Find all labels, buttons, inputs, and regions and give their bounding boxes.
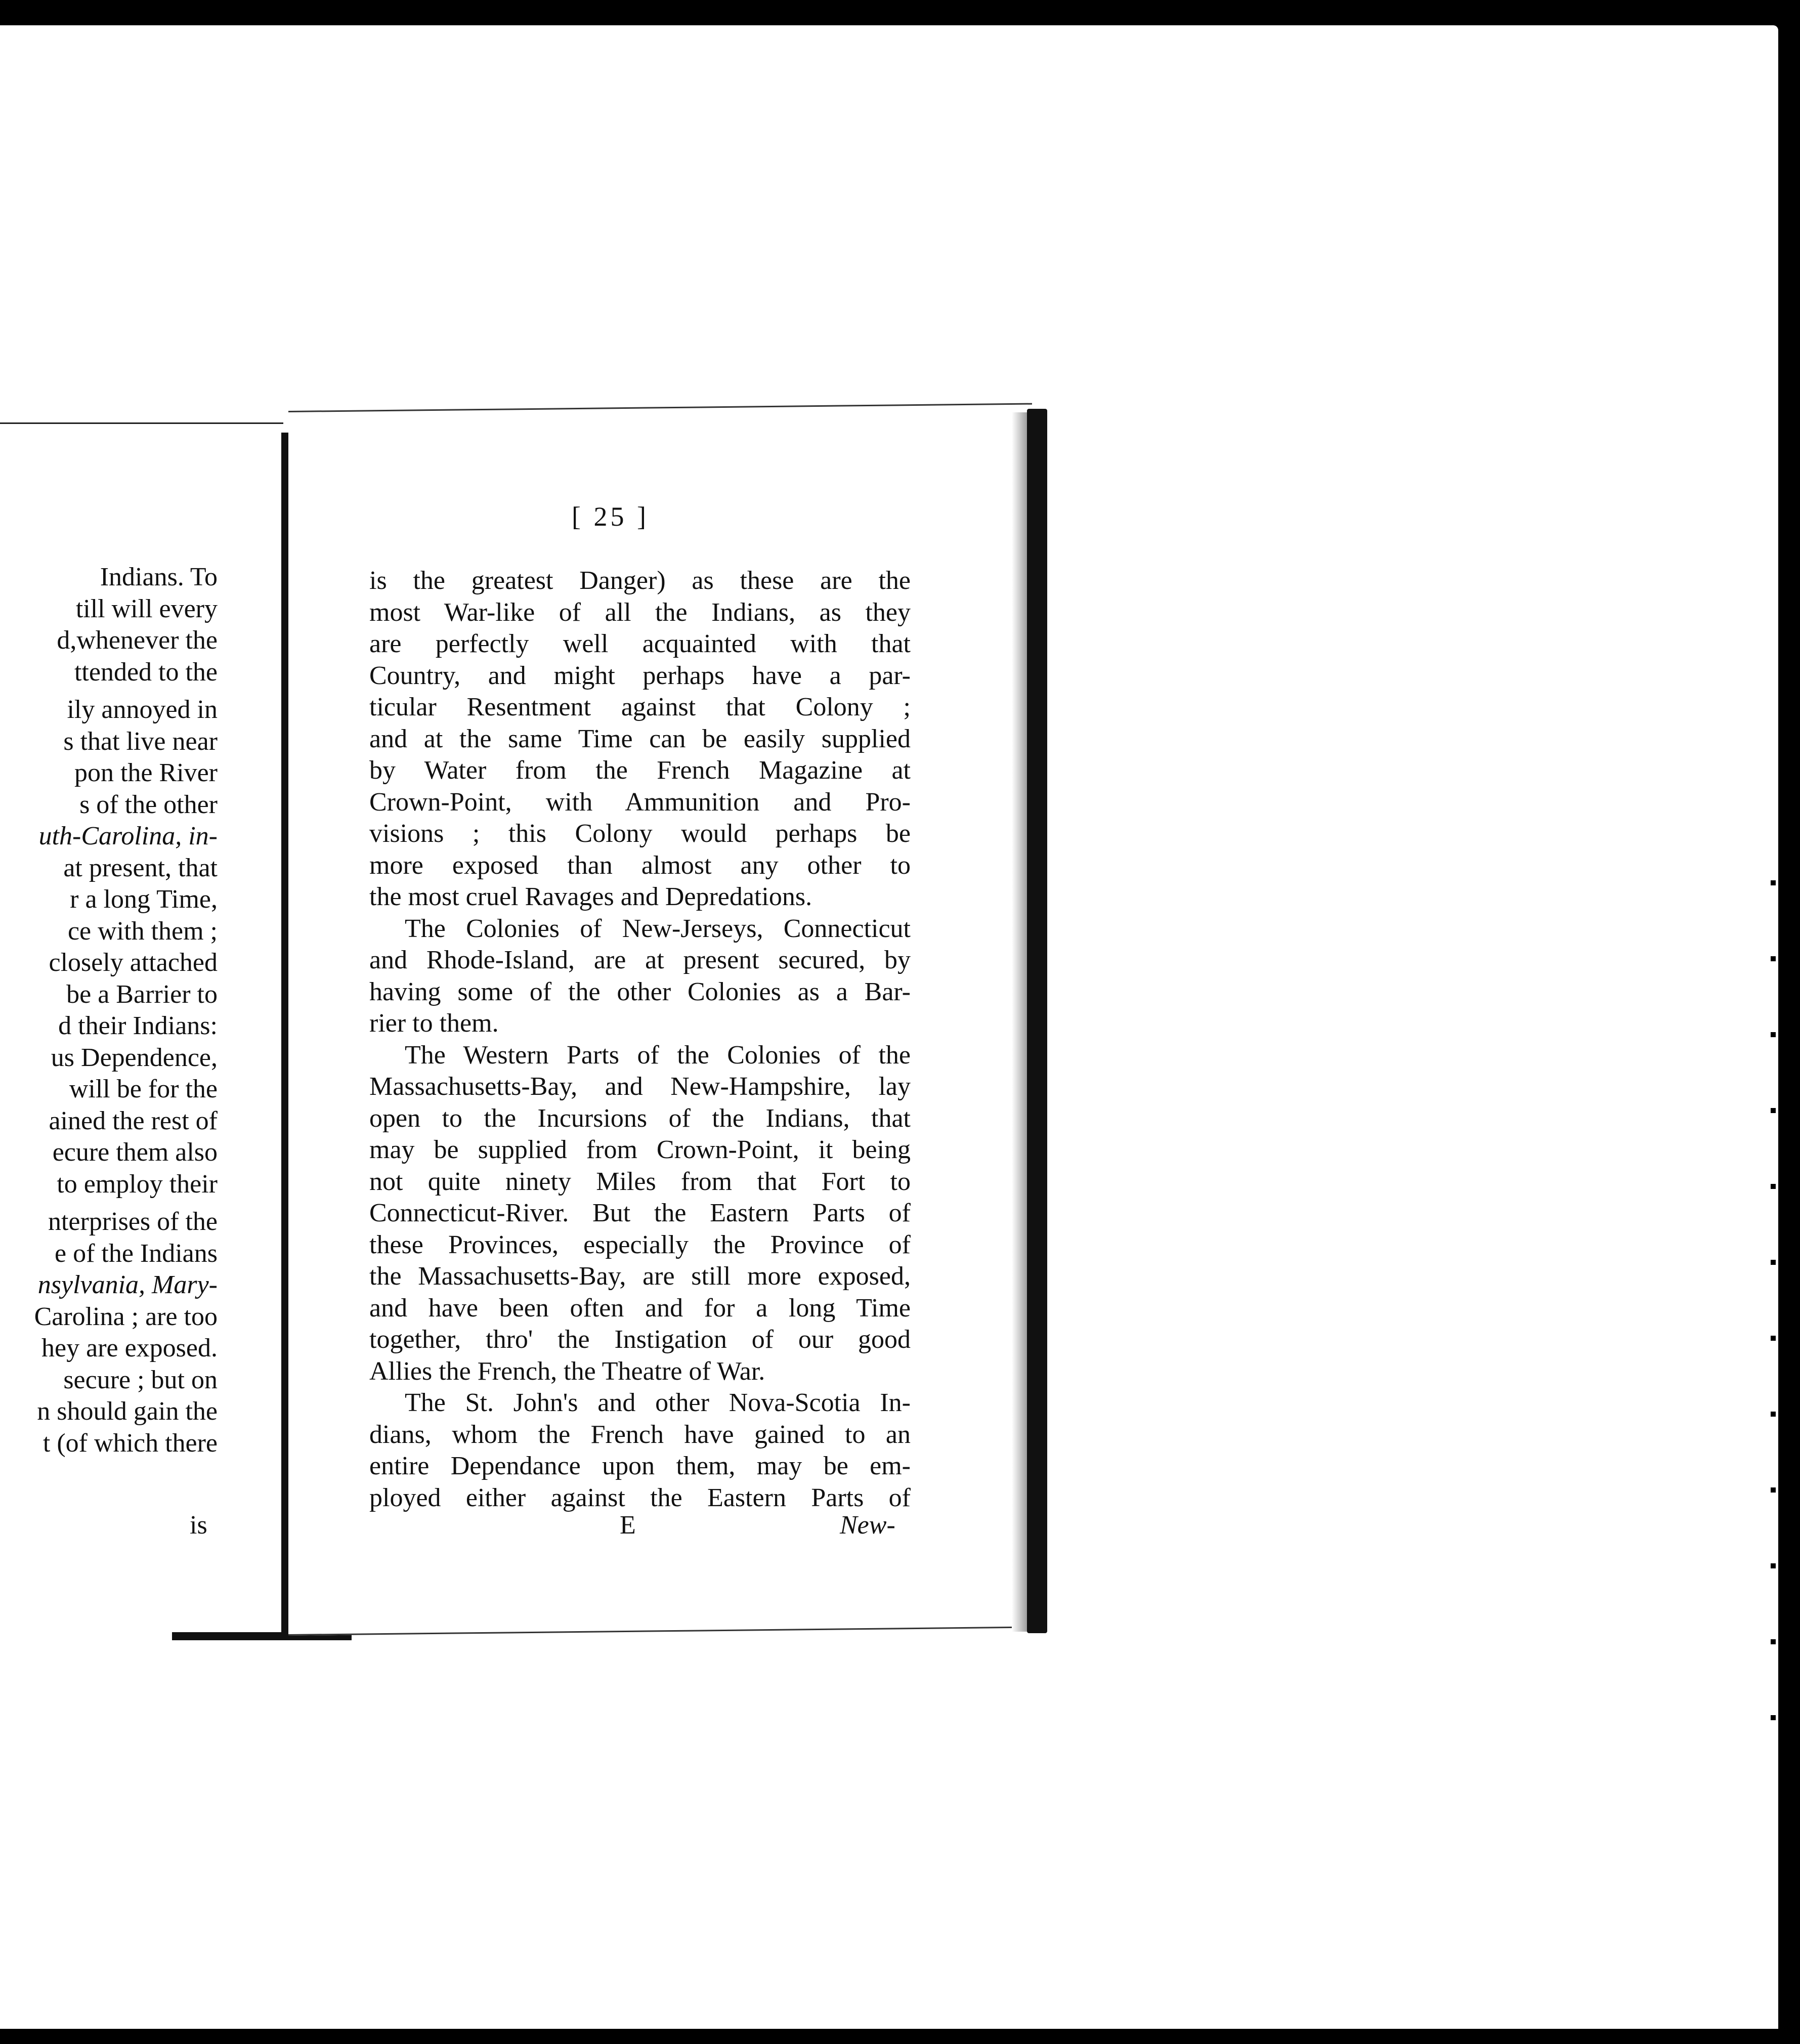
right-page-edge <box>1027 409 1047 1633</box>
frame-edge-marks <box>1771 810 1776 1720</box>
text-line: the most cruel Ravages and Depredations. <box>369 882 812 911</box>
text-line: is the greatest Danger) as these are the <box>369 566 911 595</box>
text-line: ticular Resentment against that Colony ; <box>369 693 911 721</box>
right-page-text <box>369 565 911 1514</box>
text-line: n should gain the <box>37 1397 218 1426</box>
text-line: d their Indians: <box>58 1011 218 1040</box>
right-page-shadow <box>1012 412 1028 1632</box>
text-line: Connecticut-River. But the Eastern Parts of <box>369 1199 911 1227</box>
text-line: more exposed than almost any other to <box>369 850 911 880</box>
text-line: uth-Carolina, in- <box>38 822 218 850</box>
text-line: The Western Parts of the Colonies of the <box>405 1040 911 1070</box>
text-line: dians, whom the French have gained to an <box>369 1420 911 1449</box>
text-line: ily annoyed in <box>67 695 218 724</box>
text-line: e of the Indians <box>54 1239 218 1268</box>
text-line: most War-like of all the Indians, as they <box>369 598 911 627</box>
text-line: together, thro' the Instigation of our good <box>369 1325 911 1354</box>
text-line: us Dependence, <box>51 1043 218 1072</box>
text-line: to employ their <box>57 1169 218 1199</box>
text-line: ce with them ; <box>67 916 218 946</box>
left-page-text <box>0 562 218 1459</box>
right-catchword: New- <box>840 1511 895 1540</box>
text-line: Country, and might perhaps have a par- <box>369 661 911 690</box>
text-line: The St. John's and other Nova-Scotia In- <box>405 1388 911 1417</box>
text-line: The Colonies of New-Jerseys, Connecticut <box>405 914 911 943</box>
text-line: ttended to the <box>74 657 218 687</box>
text-line: r a long Time, <box>70 885 218 914</box>
text-line: hey are exposed. <box>41 1334 218 1362</box>
text-line: Massachusetts-Bay, and New-Hampshire, lay <box>369 1072 911 1101</box>
left-catchword: is <box>190 1511 207 1540</box>
text-line: ecure them also <box>52 1138 218 1167</box>
text-line: will be for the <box>69 1075 218 1103</box>
text-line: Indians. To <box>100 563 218 591</box>
text-line: s that live near <box>63 727 218 756</box>
text-line: having some of the other Colonies as a Bar- <box>369 977 911 1006</box>
text-line: and have been often and for a long Time <box>369 1293 911 1323</box>
signature-mark: E <box>620 1511 636 1540</box>
text-line: Crown-Point, with Ammunition and Pro- <box>369 787 911 817</box>
text-line: at present, that <box>63 853 218 882</box>
text-line: may be supplied from Crown-Point, it being <box>369 1135 911 1164</box>
text-line: be a Barrier to <box>66 980 218 1009</box>
text-line: Allies the French, the Theatre of War. <box>369 1356 765 1386</box>
text-line: and Rhode-Island, are at present secured, by <box>369 946 911 974</box>
text-line: rier to them. <box>369 1009 499 1038</box>
text-line: d,whenever the <box>57 626 218 655</box>
text-line: pon the River <box>74 758 218 787</box>
text-line: open to the Incursions of the Indians, that <box>369 1103 911 1133</box>
text-line: t (of which there <box>42 1428 218 1458</box>
text-line: ained the rest of <box>49 1106 218 1135</box>
page-number-head: [ 25 ] <box>572 501 649 532</box>
text-line: till will every <box>75 594 218 623</box>
text-line: nterprises of the <box>48 1207 218 1236</box>
text-line: visions ; this Colony would perhaps be <box>369 819 911 848</box>
text-line: nsylvania, Mary- <box>37 1270 218 1299</box>
text-line: not quite ninety Miles from that Fort to <box>369 1167 911 1196</box>
text-line: s of the other <box>79 790 218 819</box>
text-line: entire Dependance upon them, may be em- <box>369 1452 911 1480</box>
text-line: the Massachusetts-Bay, are still more exposed, <box>369 1262 911 1291</box>
text-line: secure ; but on <box>63 1365 218 1394</box>
text-line: and at the same Time can be easily supplied <box>369 724 911 753</box>
text-line: these Provinces, especially the Province of <box>369 1230 911 1259</box>
text-line: closely attached <box>49 948 218 977</box>
book-gutter <box>281 433 288 1639</box>
text-line: by Water from the French Magazine at <box>369 756 911 785</box>
text-line: Carolina ; are too <box>34 1302 218 1331</box>
text-line: are perfectly well acquainted with that <box>369 629 911 658</box>
text-line: ployed either against the Eastern Parts of <box>369 1483 911 1512</box>
